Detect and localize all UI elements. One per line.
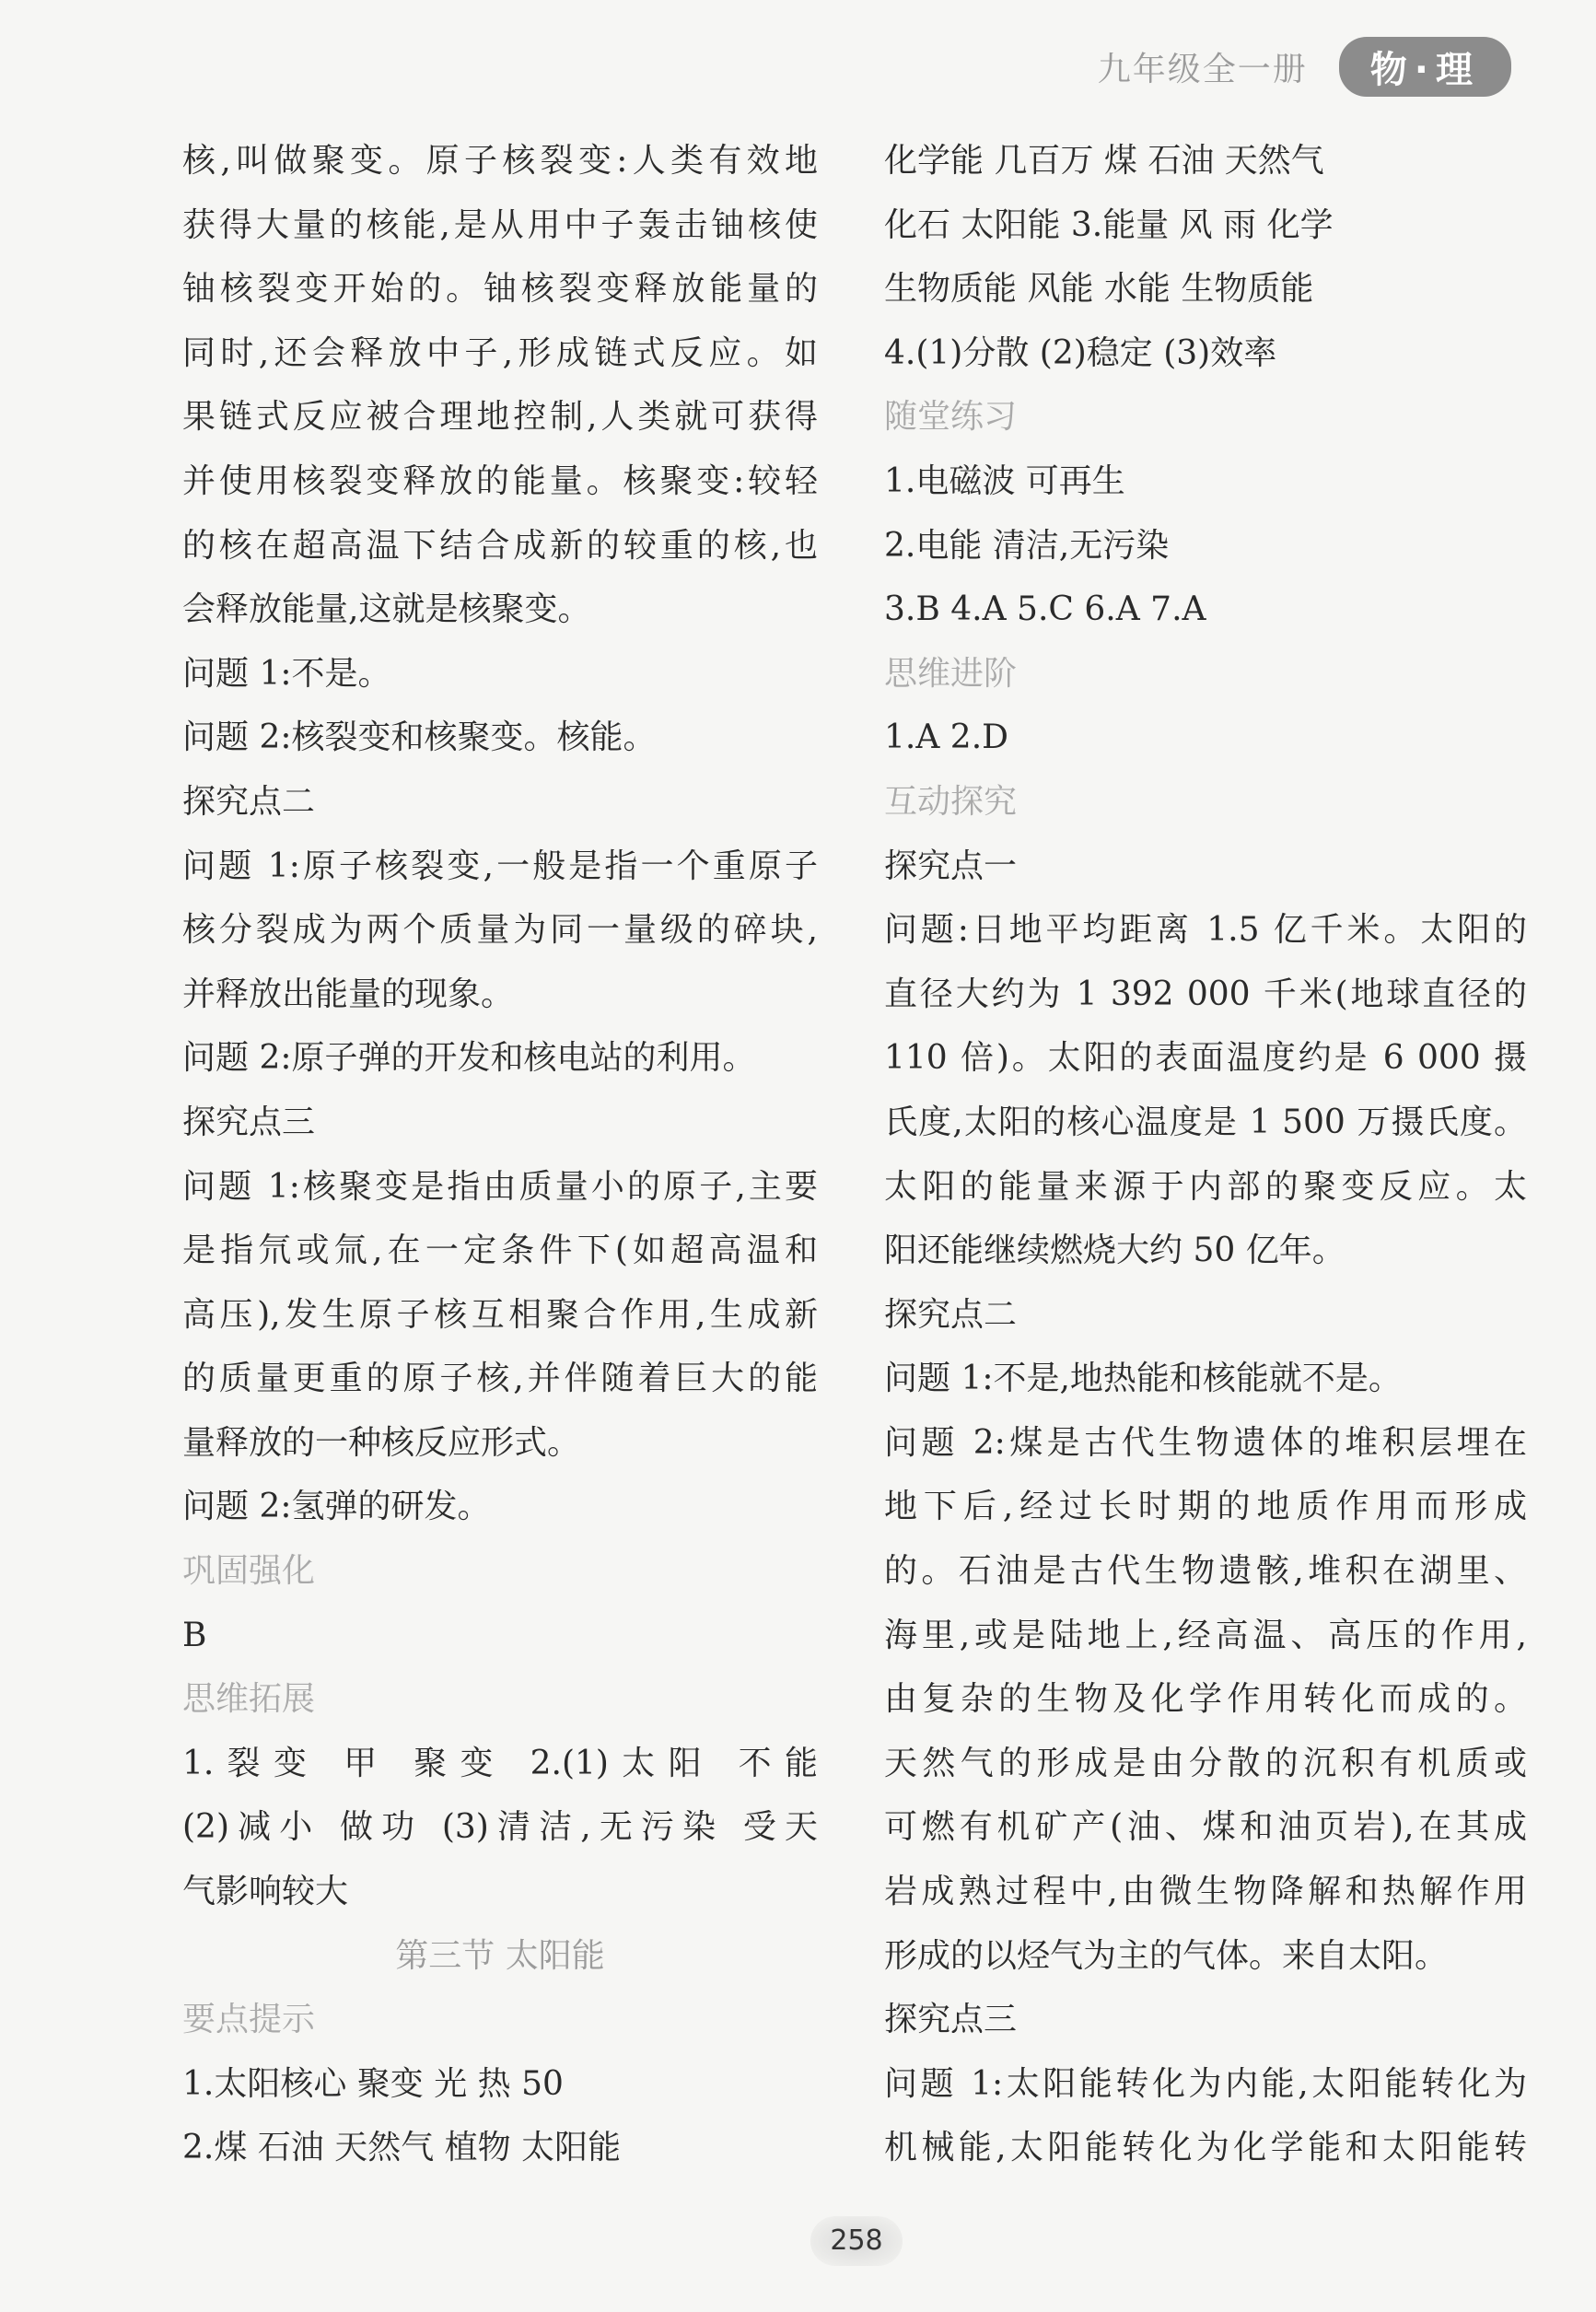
section-heading: 思维拓展 [182, 1680, 316, 1719]
chapter-title: 第三节 太阳能 [395, 1936, 605, 1975]
text-line: 并使用核裂变释放的能量。核聚变:较轻 [182, 461, 818, 500]
text-line: 获得大量的核能,是从用中子轰击铀核使 [182, 205, 818, 244]
section-heading: 随堂练习 [884, 398, 1018, 437]
question-line: 问题 2:原子弹的开发和核电站的利用。 [182, 1039, 756, 1078]
question-line: 问题 2:氢弹的研发。 [182, 1488, 491, 1526]
question-line: 问题 1:太阳能转化为内能,太阳能转化为 [884, 2064, 1527, 2103]
answer-line: 化石 太阳能 3.能量 风 雨 化学 [884, 205, 1334, 244]
subheading: 探究点二 [182, 782, 316, 821]
answer-line: 2.电能 清洁,无污染 [884, 526, 1170, 565]
text-line: 果链式反应被合理地控制,人类就可获得 [182, 398, 818, 437]
section-heading: 巩固强化 [182, 1552, 316, 1591]
text-line: 地下后,经过长时期的地质作用而形成 [884, 1488, 1527, 1526]
text-line: 的核在超高温下结合成新的较重的核,也 [182, 526, 818, 565]
text-line: 天然气的形成是由分散的沉积有机质或 [884, 1744, 1527, 1782]
answer-line: (2)减小 做功 (3)清洁,无污染 受天 [182, 1808, 818, 1847]
text-line: 岩成熟过程中,由微生物降解和热解作用 [884, 1873, 1527, 1911]
page-header [1098, 37, 1511, 97]
text-line: 核分裂成为两个质量为同一量级的碎块, [182, 911, 818, 950]
text-line: 由复杂的生物及化学作用转化而成的。 [884, 1680, 1527, 1719]
grade-label: 九年级全一册 [1097, 51, 1308, 88]
text-line: 110 倍)。太阳的表面温度约是 6 000 摄 [884, 1039, 1527, 1078]
answer-line: 2.煤 石油 天然气 植物 太阳能 [182, 2129, 622, 2167]
text-line: 的质量更重的原子核,并伴随着巨大的能 [182, 1360, 818, 1398]
left-column [182, 129, 818, 2180]
question-line: 问题:日地平均距离 1.5 亿千米。太阳的 [884, 911, 1527, 950]
question-line: 问题 1:不是,地热能和核能就不是。 [884, 1360, 1402, 1398]
answer-line: 生物质能 风能 水能 生物质能 [884, 270, 1314, 309]
question-line: 问题 1:不是。 [182, 654, 391, 693]
text-line: 的。石油是古代生物遗骸,堆积在湖里、 [884, 1552, 1527, 1591]
text-line: 量释放的一种核反应形式。 [182, 1423, 581, 1462]
text-line: 太阳的能量来源于内部的聚变反应。太 [884, 1167, 1527, 1206]
text-line: 同时,还会释放中子,形成链式反应。如 [182, 333, 818, 372]
section-heading: 要点提示 [182, 2001, 316, 2039]
subheading: 探究点二 [884, 1295, 1018, 1334]
right-column [884, 129, 1527, 2180]
section-heading: 思维进阶 [884, 654, 1018, 693]
subheading: 探究点三 [884, 2001, 1018, 2039]
question-line: 问题 1:原子核裂变,一般是指一个重原子 [182, 847, 818, 885]
text-line: 高压),发生原子核互相聚合作用,生成新 [182, 1295, 818, 1334]
text-line: 直径大约为 1 392 000 千米(地球直径的 [884, 975, 1527, 1013]
text-line: 会释放能量,这就是核聚变。 [182, 590, 591, 629]
subheading: 探究点三 [182, 1103, 316, 1141]
answer-line: 1.裂变 甲 聚变 2.(1)太阳 不能 [182, 1744, 818, 1782]
text-line: 机械能,太阳能转化为化学能和太阳能转 [884, 2129, 1527, 2167]
text-line: 形成的以烃气为主的气体。来自太阳。 [884, 1936, 1449, 1975]
answer-line: B [182, 1616, 207, 1654]
answer-line: 化学能 几百万 煤 石油 天然气 [884, 142, 1324, 180]
text-line: 氏度,太阳的核心温度是 1 500 万摄氏度。 [884, 1103, 1527, 1141]
answer-line: 4.(1)分散 (2)稳定 (3)效率 [884, 333, 1277, 372]
section-heading: 互动探究 [884, 782, 1018, 821]
text-line: 核,叫做聚变。原子核裂变:人类有效地 [182, 142, 818, 180]
answer-line: 1.A 2.D [884, 718, 1008, 757]
text-line: 并释放出能量的现象。 [182, 975, 515, 1013]
text-line: 海里,或是陆地上,经高温、高压的作用, [884, 1616, 1527, 1654]
text-line: 阳还能继续燃烧大约 50 亿年。 [884, 1232, 1346, 1270]
answer-line: 3.B 4.A 5.C 6.A 7.A [884, 590, 1206, 629]
question-line: 问题 2:核裂变和核聚变。核能。 [182, 718, 657, 757]
text-line: 是指氘或氚,在一定条件下(如超高温和 [182, 1232, 818, 1270]
subheading: 探究点一 [884, 847, 1018, 885]
question-line: 问题 2:煤是古代生物遗体的堆积层埋在 [884, 1423, 1527, 1462]
subject-badge: 物·理 [1339, 37, 1511, 97]
answer-line: 1.电磁波 可再生 [884, 461, 1125, 500]
answer-line: 气影响较大 [182, 1873, 349, 1911]
text-line: 可燃有机矿产(油、煤和油页岩),在其成 [884, 1808, 1527, 1847]
question-line: 问题 1:核聚变是指由质量小的原子,主要 [182, 1167, 818, 1206]
text-line: 铀核裂变开始的。铀核裂变释放能量的 [182, 270, 818, 309]
page-number: 258 [810, 2216, 903, 2266]
answer-line: 1.太阳核心 聚变 光 热 50 [182, 2064, 564, 2103]
